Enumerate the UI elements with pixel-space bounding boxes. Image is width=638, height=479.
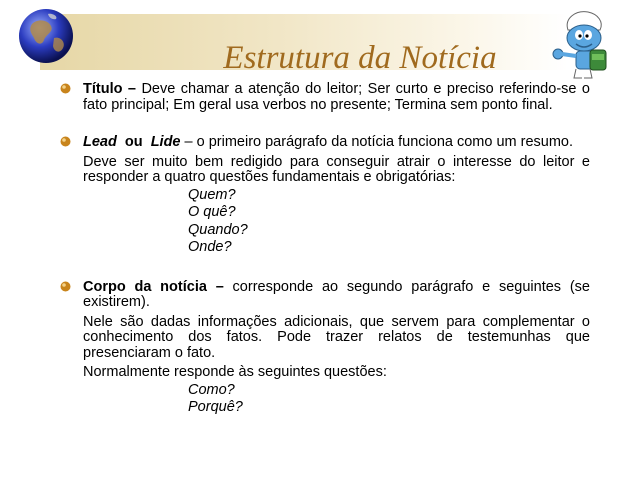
bullet-icon xyxy=(60,83,71,94)
bullet-icon xyxy=(60,281,71,292)
bullet-icon xyxy=(60,136,71,147)
corpo-paragraph xyxy=(83,280,590,311)
lide-heading: Lide xyxy=(150,134,181,150)
globe-icon xyxy=(18,8,74,64)
bullet-item-lead xyxy=(60,135,590,256)
question-onde: Onde? xyxy=(188,239,232,255)
titulo-paragraph xyxy=(83,82,590,113)
lead-paragraph-2: Deve ser muito bem redigido para conseguir atrair o interesse do leitor e responder a quatro questões fundamentais e obrigatórias: xyxy=(83,153,590,185)
question-quando: Quando? xyxy=(188,221,248,238)
titulo-heading: Título – xyxy=(83,81,136,97)
question-quem: Quem? xyxy=(188,186,236,203)
titulo-text: Deve chamar a atenção do leitor; Ser curto e preciso referindo-se o fato principal; Em geral usa verbos no presente; Termina sem ponto final. xyxy=(83,81,590,113)
page-title: Estrutura da Notícia xyxy=(223,40,497,76)
corpo-heading: Corpo da notícia – xyxy=(83,278,224,295)
lead-text: – o primeiro parágrafo da notícia funciona como um resumo. xyxy=(180,134,574,150)
content xyxy=(60,82,590,416)
question-o-que: O quê? xyxy=(188,204,236,220)
question-como: Como? xyxy=(188,381,235,398)
lead-paragraph xyxy=(83,135,590,151)
corpo-paragraph-3: Normalmente responde às seguintes questões: xyxy=(83,364,387,380)
lead-heading: Lead xyxy=(83,134,117,150)
corpo-paragraph-2: Nele são dadas informações adicionais, que servem para complementar o conhecimento dos fatos. Pode trazer relatos de testemunhas que presenciaram o fato. xyxy=(83,313,590,361)
bullet-item-titulo xyxy=(60,82,590,113)
corpo-text: corresponde ao segundo parágrafo e seguintes (se existirem). xyxy=(83,278,590,310)
bullet-item-corpo xyxy=(60,280,590,416)
question-porque: Porquê? xyxy=(188,399,243,415)
lead-heading-or: ou xyxy=(124,134,143,150)
